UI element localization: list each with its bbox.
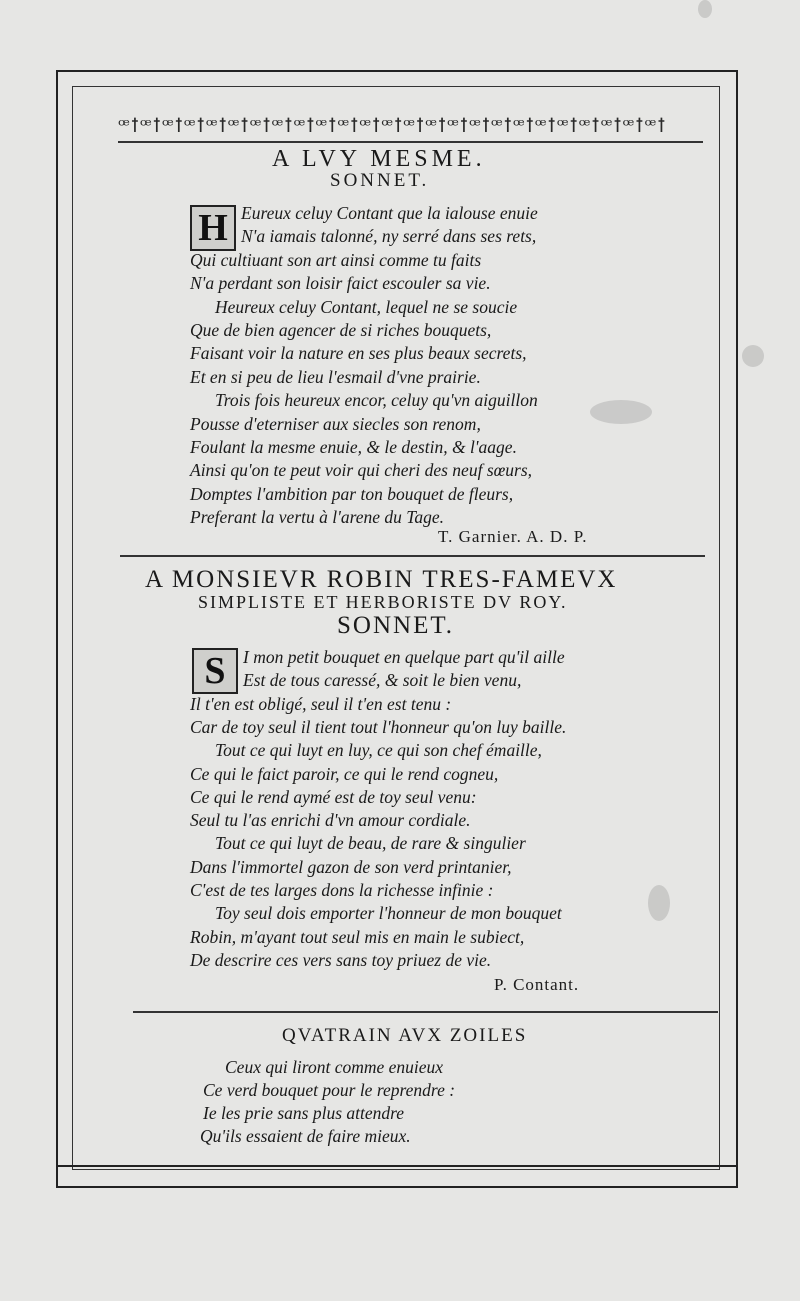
- section2-subtitle: SONNET.: [337, 612, 455, 639]
- verse-line: Et en si peu de lieu l'esmail d'vne prairie.: [190, 366, 481, 387]
- verse-line: Foulant la mesme enuie, & le destin, & l'aage.: [190, 437, 517, 457]
- ornamental-border: ꟹꝉꟹꝉꟹꝉꟹꝉꟹꝉꟹꝉꟹꝉꟹꝉꟹꝉꟹꝉꟹꝉꟹꝉꟹꝉꟹꝉꟹꝉꟹꝉꟹꝉꟹꝉꟹꝉꟹꝉꟹꝉꟹꝉꟹꝉꟹꝉꟹꝉ: [118, 115, 703, 143]
- verse-line: Il t'en est obligé, seul il t'en est tenu :: [190, 693, 452, 714]
- section1-dropcap: H: [190, 205, 236, 251]
- verse-line: Ceux qui liront comme enuieux: [225, 1057, 444, 1077]
- verse-line: Tout ce qui luyt de beau, de rare & singulier: [215, 833, 526, 854]
- verse-line: De descrire ces vers sans toy priuez de vie.: [190, 949, 492, 970]
- section2-divider: [133, 1011, 718, 1013]
- verse-line: Ce verd bouquet pour le reprendre :: [203, 1080, 456, 1100]
- verse-line: N'a perdant son loisir faict escouler sa vie.: [190, 273, 491, 294]
- paper-stain: [698, 0, 712, 18]
- verse-line: Heureux celuy Contant, lequel ne se soucie: [215, 296, 518, 317]
- verse-line: Domptes l'ambition par ton bouquet de fleurs,: [190, 483, 514, 504]
- verse-line: Robin, m'ayant tout seul mis en main le subiect,: [190, 926, 525, 947]
- section2-title-line2: SIMPLISTE ET HERBORISTE DV ROY.: [198, 592, 568, 612]
- verse-line: C'est de tes larges dons la richesse infinie :: [190, 880, 494, 900]
- verse-line: Ie les prie sans plus attendre: [203, 1103, 405, 1123]
- verse-line: Dans l'immortel gazon de son verd printanier,: [190, 856, 512, 877]
- section1-subtitle: SONNET.: [330, 170, 430, 191]
- section2-dropcap: S: [192, 648, 238, 694]
- verse-line: Eureux celuy Contant que la ialouse enuie: [241, 203, 538, 223]
- verse-line: Seul tu l'as enrichi d'vn amour cordiale.: [190, 810, 471, 831]
- verse-line: Que de bien agencer de si riches bouquets,: [190, 320, 492, 340]
- bottom-rule: [56, 1165, 738, 1167]
- section1-divider: [120, 555, 705, 557]
- section1-title: A LVY MESME.: [272, 146, 486, 172]
- section2-title-line1: A MONSIEVR ROBIN TRES-FAMEVX: [145, 566, 618, 593]
- verse-line: Pousse d'eterniser aux siecles son renom,: [190, 413, 481, 434]
- verse-line: N'a iamais talonné, ny serré dans ses rets,: [241, 226, 537, 247]
- verse-line: I mon petit bouquet en quelque part qu'il aille: [243, 647, 565, 667]
- verse-line: Faisant voir la nature en ses plus beaux secrets,: [190, 343, 527, 364]
- verse-line: Trois fois heureux encor, celuy qu'vn aiguillon: [215, 390, 538, 411]
- verse-line: Ce qui le faict paroir, ce qui le rend cogneu,: [190, 763, 499, 784]
- verse-line: Toy seul dois emporter l'honneur de mon bouquet: [215, 903, 562, 924]
- section1-signature: T. Garnier. A. D. P.: [438, 527, 588, 546]
- verse-line: Est de tous caressé, & soit le bien venu,: [243, 670, 522, 691]
- verse-line: Ainsi qu'on te peut voir qui cheri des neuf sœurs,: [190, 460, 533, 481]
- paper-stain: [742, 345, 764, 367]
- verse-line: Preferant la vertu à l'arene du Tage.: [190, 507, 445, 528]
- verse-line: Tout ce qui luyt en luy, ce qui son chef émaille,: [215, 740, 542, 761]
- verse-line: Ce qui le rend aymé est de toy seul venu:: [190, 786, 477, 807]
- verse-line: Qui cultiuant son art ainsi comme tu faits: [190, 249, 482, 270]
- section2-signature: P. Contant.: [494, 975, 580, 994]
- section3-title: QVATRAIN AVX ZOILES: [282, 1025, 528, 1046]
- verse-line: Qu'ils essaient de faire mieux.: [200, 1126, 411, 1146]
- verse-line: Car de toy seul il tient tout l'honneur qu'on luy baille.: [190, 716, 567, 737]
